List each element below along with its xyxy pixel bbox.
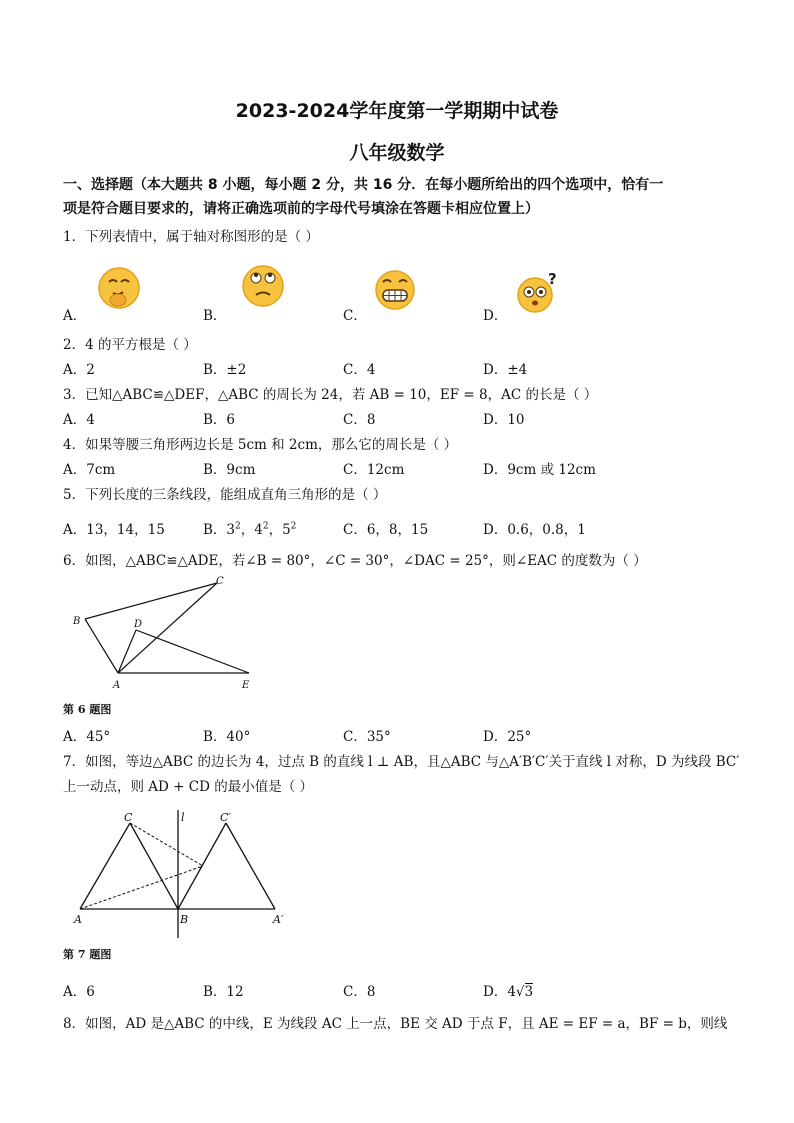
q6-stem: 6．如图，△ABC≌△ADE，若∠B = 80°，∠C = 30°，∠DAC = 25°，则∠EAC 的度数为（ ） — [63, 553, 647, 569]
q5-b-exp1: 2 — [235, 521, 241, 532]
q7-stem-line1: 7．如图，等边△ABC 的边长为 4，过点 B 的直线 l ⊥ AB，且△ABC 与△A′B′C′关于直线 l 对称，D 为线段 BC′ — [63, 754, 740, 770]
rolling-eyes-emoji-icon — [240, 263, 286, 309]
q7-option-d — [483, 980, 533, 1000]
q5-b-base: B．3 — [203, 522, 236, 538]
q2-option-b: B．±2 — [203, 362, 247, 378]
q7-d-prefix: D．4 — [483, 984, 516, 1000]
q7-option-a: A．6 — [63, 984, 95, 1000]
exam-subtitle: 八年级数学 — [349, 142, 445, 164]
q6-option-d: D．25° — [483, 729, 532, 745]
q4-option-d: D．9cm 或 12cm — [483, 462, 596, 478]
q7-dashed-ad — [80, 866, 203, 909]
q5-stem: 5．下列长度的三条线段，能组成直角三角形的是（ ） — [63, 487, 387, 503]
q4-stem: 4．如果等腰三角形两边长是 5cm 和 2cm，那么它的周长是（ ） — [63, 437, 458, 453]
q3-option-b: B．6 — [203, 412, 236, 428]
q6-figure — [66, 572, 266, 694]
q6-caption: 第 6 题图 — [63, 703, 112, 716]
q5-option-a: A．13，14，15 — [63, 522, 165, 538]
q2-option-c: C．4 — [343, 362, 376, 378]
q6-segment-ad — [118, 630, 136, 673]
q4-option-c: C．12cm — [343, 462, 405, 478]
q7-segment-cpap — [226, 823, 275, 909]
q6-label-b: B — [73, 616, 81, 627]
q1-option-d: D． — [483, 308, 508, 324]
q4-option-b: B．9cm — [203, 462, 256, 478]
confused-face-emoji-icon — [515, 270, 561, 316]
q6-label-c: C — [216, 576, 224, 587]
q1-option-a: A． — [63, 308, 87, 324]
q7-label-ap: A′ — [273, 913, 284, 926]
q7-label-b: B — [180, 913, 189, 926]
q6-option-c: C．35° — [343, 729, 391, 745]
q2-option-d: D．±4 — [483, 362, 528, 378]
q7-stem-line2: 上一动点，则 AD + CD 的最小值是（ ） — [63, 779, 313, 795]
q6-label-a: A — [113, 680, 121, 691]
q7-dashed-cd — [130, 823, 203, 866]
q6-option-b: B．40° — [203, 729, 251, 745]
q3-option-d: D．10 — [483, 412, 525, 428]
q5-b-mid2: ，5 — [268, 522, 291, 538]
q7-label-cp: C′ — [220, 811, 231, 824]
q4-option-a: A．7cm — [63, 462, 116, 478]
q7-option-b: B．12 — [203, 984, 244, 1000]
q8-stem: 8．如图，AD 是△ABC 的中线，E 为线段 AC 上一点，BE 交 AD 于点 F，且 AE = EF = a，BF = b，则线 — [63, 1016, 728, 1032]
q5-b-exp3: 2 — [290, 521, 297, 532]
q7-label-c: C — [124, 811, 133, 824]
section-instruction-line1: 一、选择题（本大题共 8 小题，每小题 2 分，共 16 分．在每小题所给出的四个选项中，恰有一 — [63, 177, 664, 193]
q6-option-a: A．45° — [63, 729, 111, 745]
q1-option-b: B． — [203, 308, 227, 324]
q7-label-a: A — [74, 913, 82, 926]
q3-stem: 3．已知△ABC≌△DEF，△ABC 的周长为 24，若 AB = 10，EF = 8，AC 的长是（ ） — [63, 387, 598, 403]
sqrt-symbol-icon: √ — [515, 984, 525, 1000]
q7-label-l: l — [181, 811, 185, 824]
q7-segment-ac — [80, 823, 130, 909]
q3-option-c: C．8 — [343, 412, 376, 428]
q7-figure — [70, 805, 300, 940]
grinning-face-emoji-icon — [373, 268, 417, 312]
q7-segment-bcp — [178, 823, 226, 909]
q7-segment-cb — [130, 823, 178, 909]
q6-label-d: D — [134, 619, 143, 630]
section-instruction-line2: 项是符合题目要求的，请将正确选项前的字母代号填涂在答题卡相应位置上） — [63, 201, 539, 217]
q6-segment-ba — [85, 619, 118, 673]
q2-stem: 2．4 的平方根是（ ） — [63, 337, 197, 353]
q5-b-exp2: 2 — [262, 521, 269, 532]
q2-option-a: A．2 — [63, 362, 95, 378]
q5-option-d: D．0.6，0.8，1 — [483, 522, 586, 538]
q3-option-a: A．4 — [63, 412, 95, 428]
q6-segment-de — [136, 630, 249, 673]
svg-text:?: ? — [548, 270, 557, 288]
q5-option-b — [203, 518, 296, 538]
thinking-face-emoji-icon — [96, 265, 142, 311]
q6-label-e: E — [242, 680, 250, 691]
q1-option-c: C． — [343, 308, 367, 324]
q5-b-mid1: ，4 — [240, 522, 263, 538]
q1-stem: 1．下列表情中，属于轴对称图形的是（ ） — [63, 229, 319, 245]
q7-option-c: C．8 — [343, 984, 376, 1000]
q7-d-radicand: 3 — [524, 984, 534, 1000]
q5-option-c: C．6，8，15 — [343, 522, 429, 538]
q7-caption: 第 7 题图 — [63, 948, 112, 961]
exam-title: 2023-2024学年度第一学期期中试卷 — [235, 100, 559, 122]
